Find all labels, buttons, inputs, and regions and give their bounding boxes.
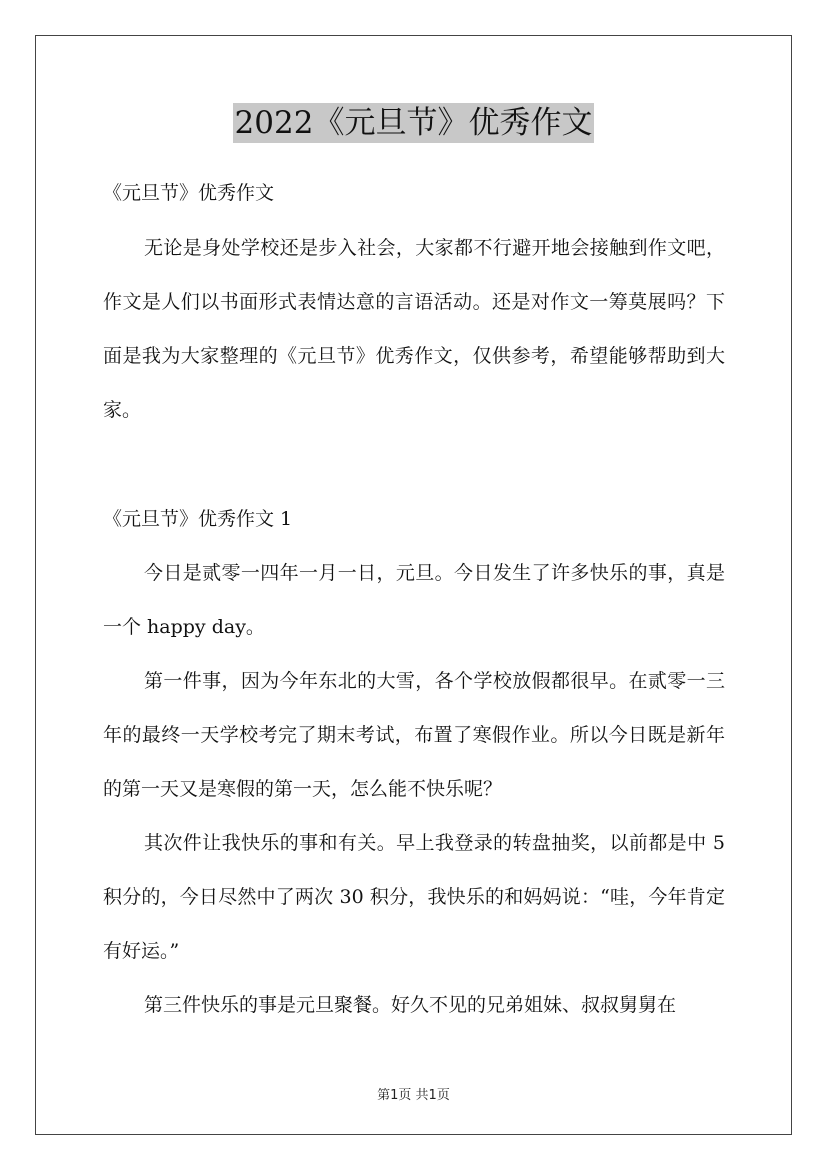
document-title: 2022《元旦节》优秀作文 bbox=[234, 105, 593, 141]
essay1-paragraph-1: 今日是贰零一四年一月一日，元旦。今日发生了许多快乐的事，真是一个 happy day。 bbox=[103, 562, 725, 638]
intro-heading: 《元旦节》优秀作文 bbox=[103, 182, 275, 204]
essay1-heading: 《元旦节》优秀作文 1 bbox=[103, 508, 293, 530]
essay1-paragraph-3: 其次件让我快乐的事和有关。早上我登录的转盘抽奖，以前都是中 5 积分的，今日尽然中了两次 30 积分，我快乐的和妈妈说：“哇，今年肯定有好运。” bbox=[103, 832, 725, 962]
intro-paragraph: 无论是身处学校还是步入社会，大家都不行避开地会接触到作文吧，作文是人们以书面形式表情达意的言语活动。还是对作文一筹莫展吗？下面是我为大家整理的《元旦节》优秀作文，仅供参考，希望能够帮助到大家。 bbox=[103, 237, 725, 421]
page-number-footer: 第1页 共1页 bbox=[377, 1088, 450, 1103]
essay1-paragraph-2: 第一件事，因为今年东北的大雪，各个学校放假都很早。在贰零一三年的最终一天学校考完了期末考试，布置了寒假作业。所以今日既是新年的第一天又是寒假的第一天，怎么能不快乐呢？ bbox=[103, 670, 725, 800]
essay1-paragraph-4: 第三件快乐的事是元旦聚餐。好久不见的兄弟姐妹、叔叔舅舅在 bbox=[144, 994, 677, 1016]
title-container bbox=[0, 103, 827, 143]
